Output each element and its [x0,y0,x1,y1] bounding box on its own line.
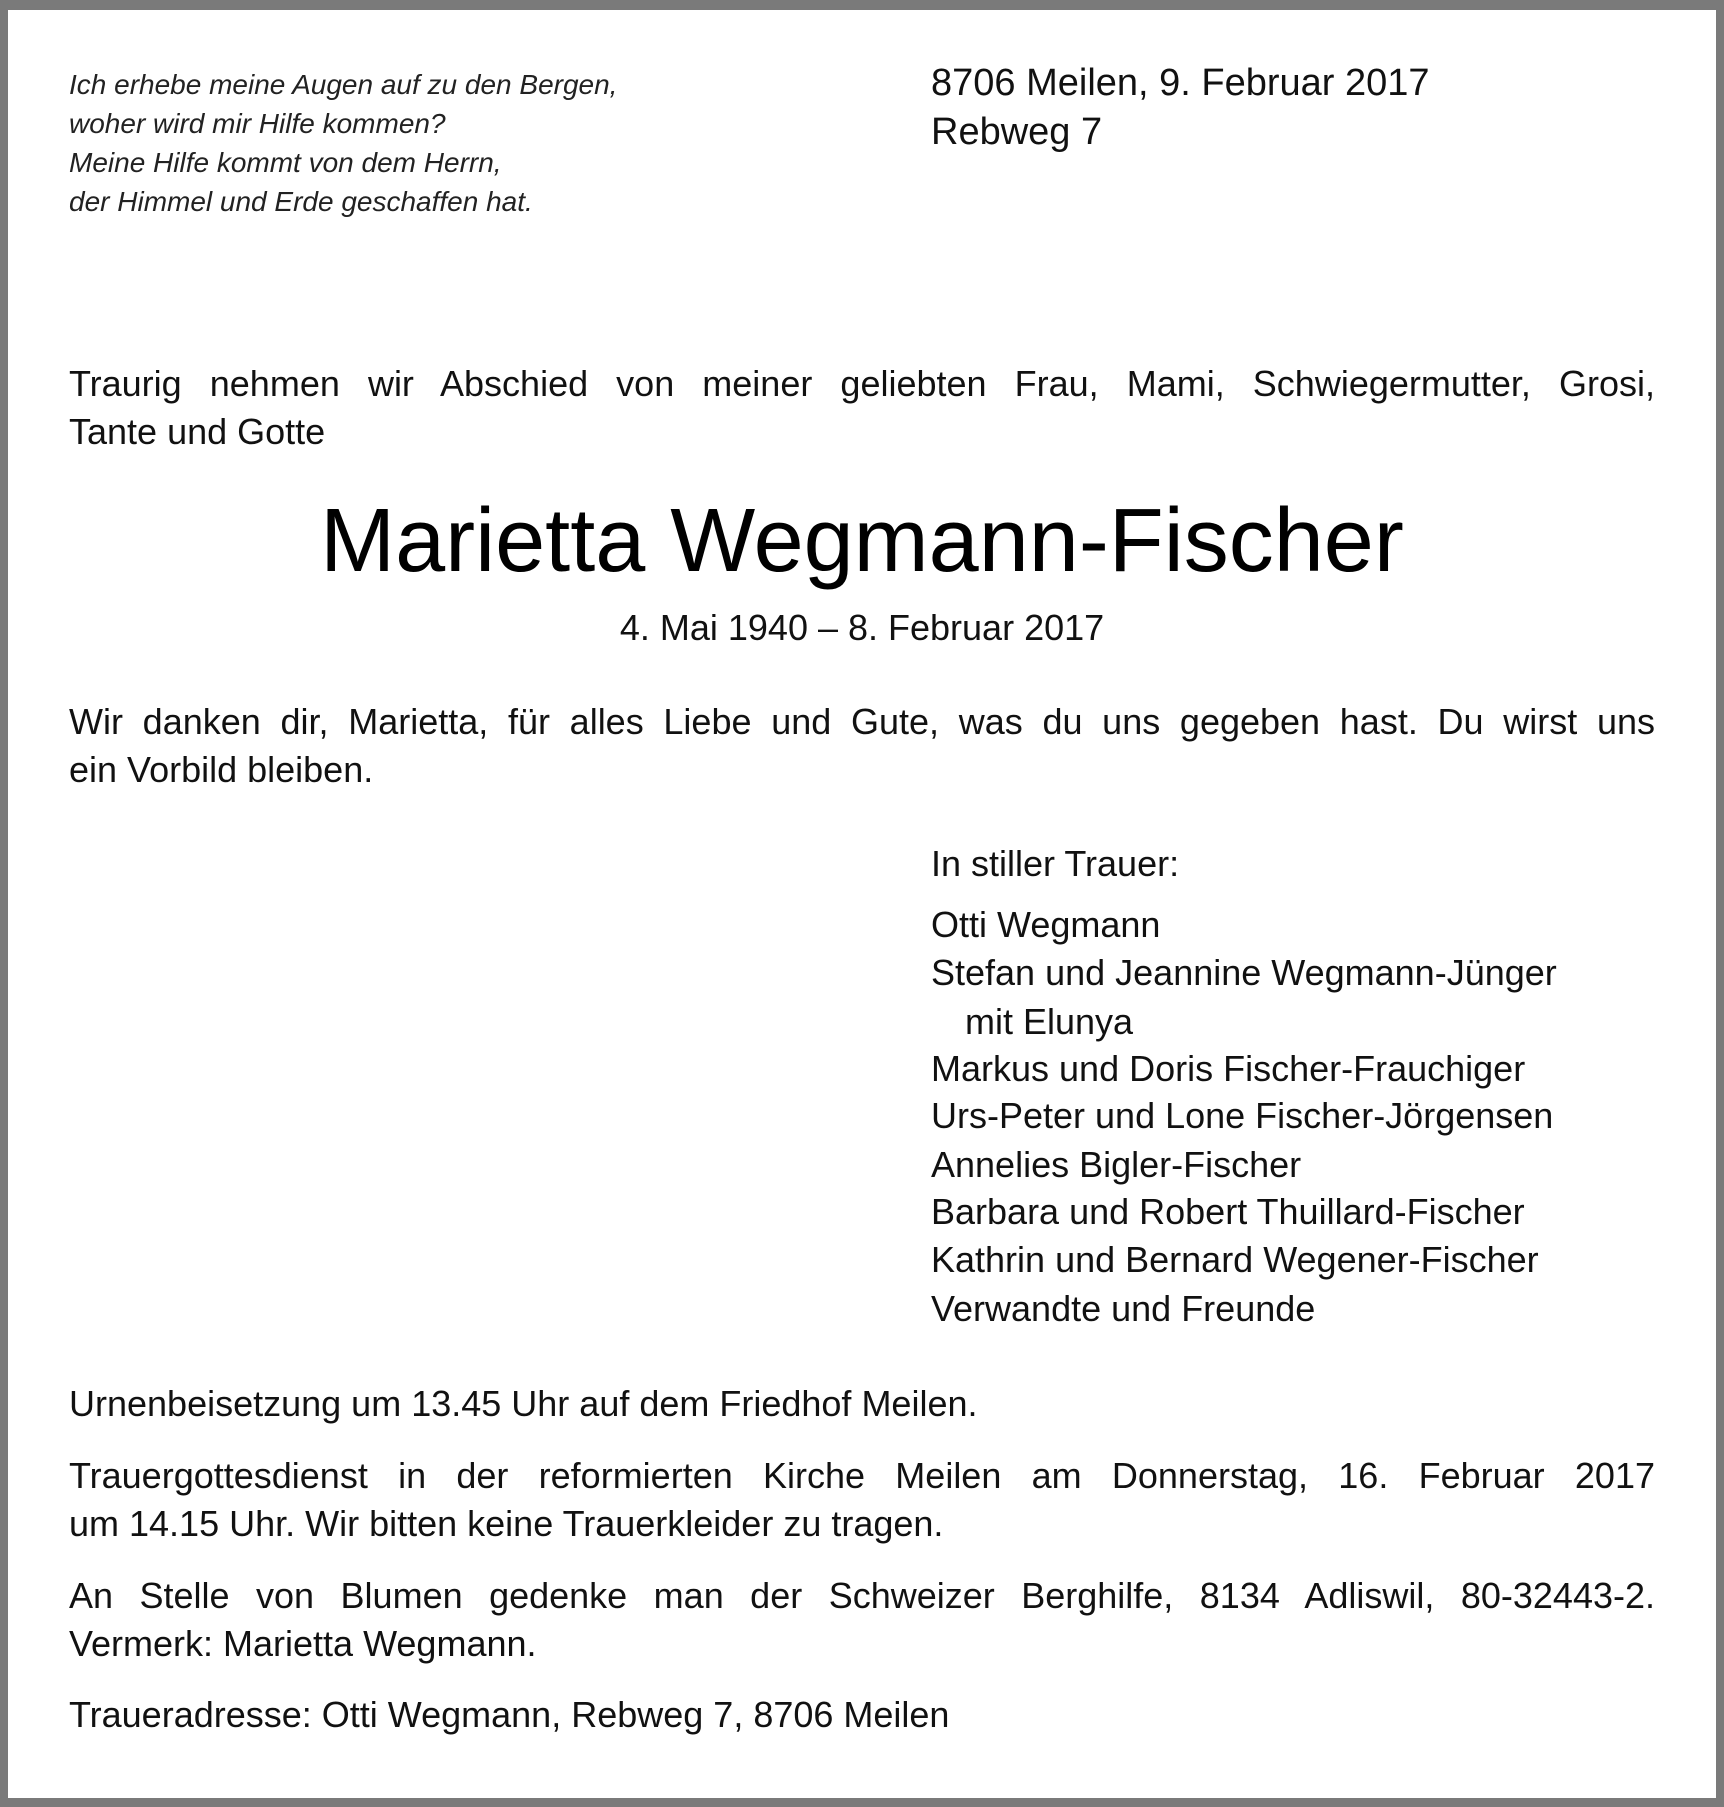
life-dates: 4. Mai 1940 – 8. Februar 2017 [619,607,1105,648]
obituary-notice [8,10,1716,1798]
donation-line: Vermerk: Marietta Wegmann. [69,1623,537,1664]
mourner: Verwandte und Freunde [931,1288,1316,1329]
mourner: Urs-Peter und Lone Fischer-Jörgensen [931,1095,1554,1136]
intro-line: Traurig nehmen wir Abschied von meiner geliebten Frau, Mami, Schwiegermutter, Grosi, [69,363,1655,404]
thanks-line: ein Vorbild bleiben. [69,749,374,790]
service-line: Trauergottesdienst in der reformierten Kirche Meilen am Donnerstag, 16. Februar 2017 [69,1455,1655,1496]
intro-line: Tante und Gotte [69,411,326,452]
verse-line: Ich erhebe meine Augen auf zu den Bergen, [69,69,618,100]
mourner: Otti Wegmann [931,904,1161,945]
mourners-heading: In stiller Trauer: [931,843,1180,884]
burial-info: Urnenbeisetzung um 13.45 Uhr auf dem Friedhof Meilen. [69,1383,978,1424]
mourner: Annelies Bigler-Fischer [931,1144,1302,1185]
street-address: Rebweg 7 [931,111,1103,153]
mourning-address: Traueradresse: Otti Wegmann, Rebweg 7, 8706 Meilen [69,1694,950,1735]
deceased-name: Marietta Wegmann-Fischer [320,491,1404,591]
verse-line: der Himmel und Erde geschaffen hat. [69,186,533,217]
mourner: mit Elunya [965,1001,1134,1042]
thanks-line: Wir danken dir, Marietta, für alles Liebe und Gute, was du uns gegeben hast. Du wirst uns [69,701,1655,742]
service-line: um 14.15 Uhr. Wir bitten keine Trauerkleider zu tragen. [69,1503,944,1544]
verse-line: woher wird mir Hilfe kommen? [69,108,446,139]
donation-line: An Stelle von Blumen gedenke man der Schweizer Berghilfe, 8134 Adliswil, 80-32443-2. [69,1575,1655,1616]
mourner: Barbara und Robert Thuillard-Fischer [931,1191,1525,1232]
verse-line: Meine Hilfe kommt von dem Herrn, [69,147,502,178]
place-date: 8706 Meilen, 9. Februar 2017 [931,62,1430,104]
mourner: Kathrin und Bernard Wegener-Fischer [931,1239,1539,1280]
mourner: Stefan und Jeannine Wegmann-Jünger [931,952,1557,993]
mourner: Markus und Doris Fischer-Frauchiger [931,1048,1526,1089]
